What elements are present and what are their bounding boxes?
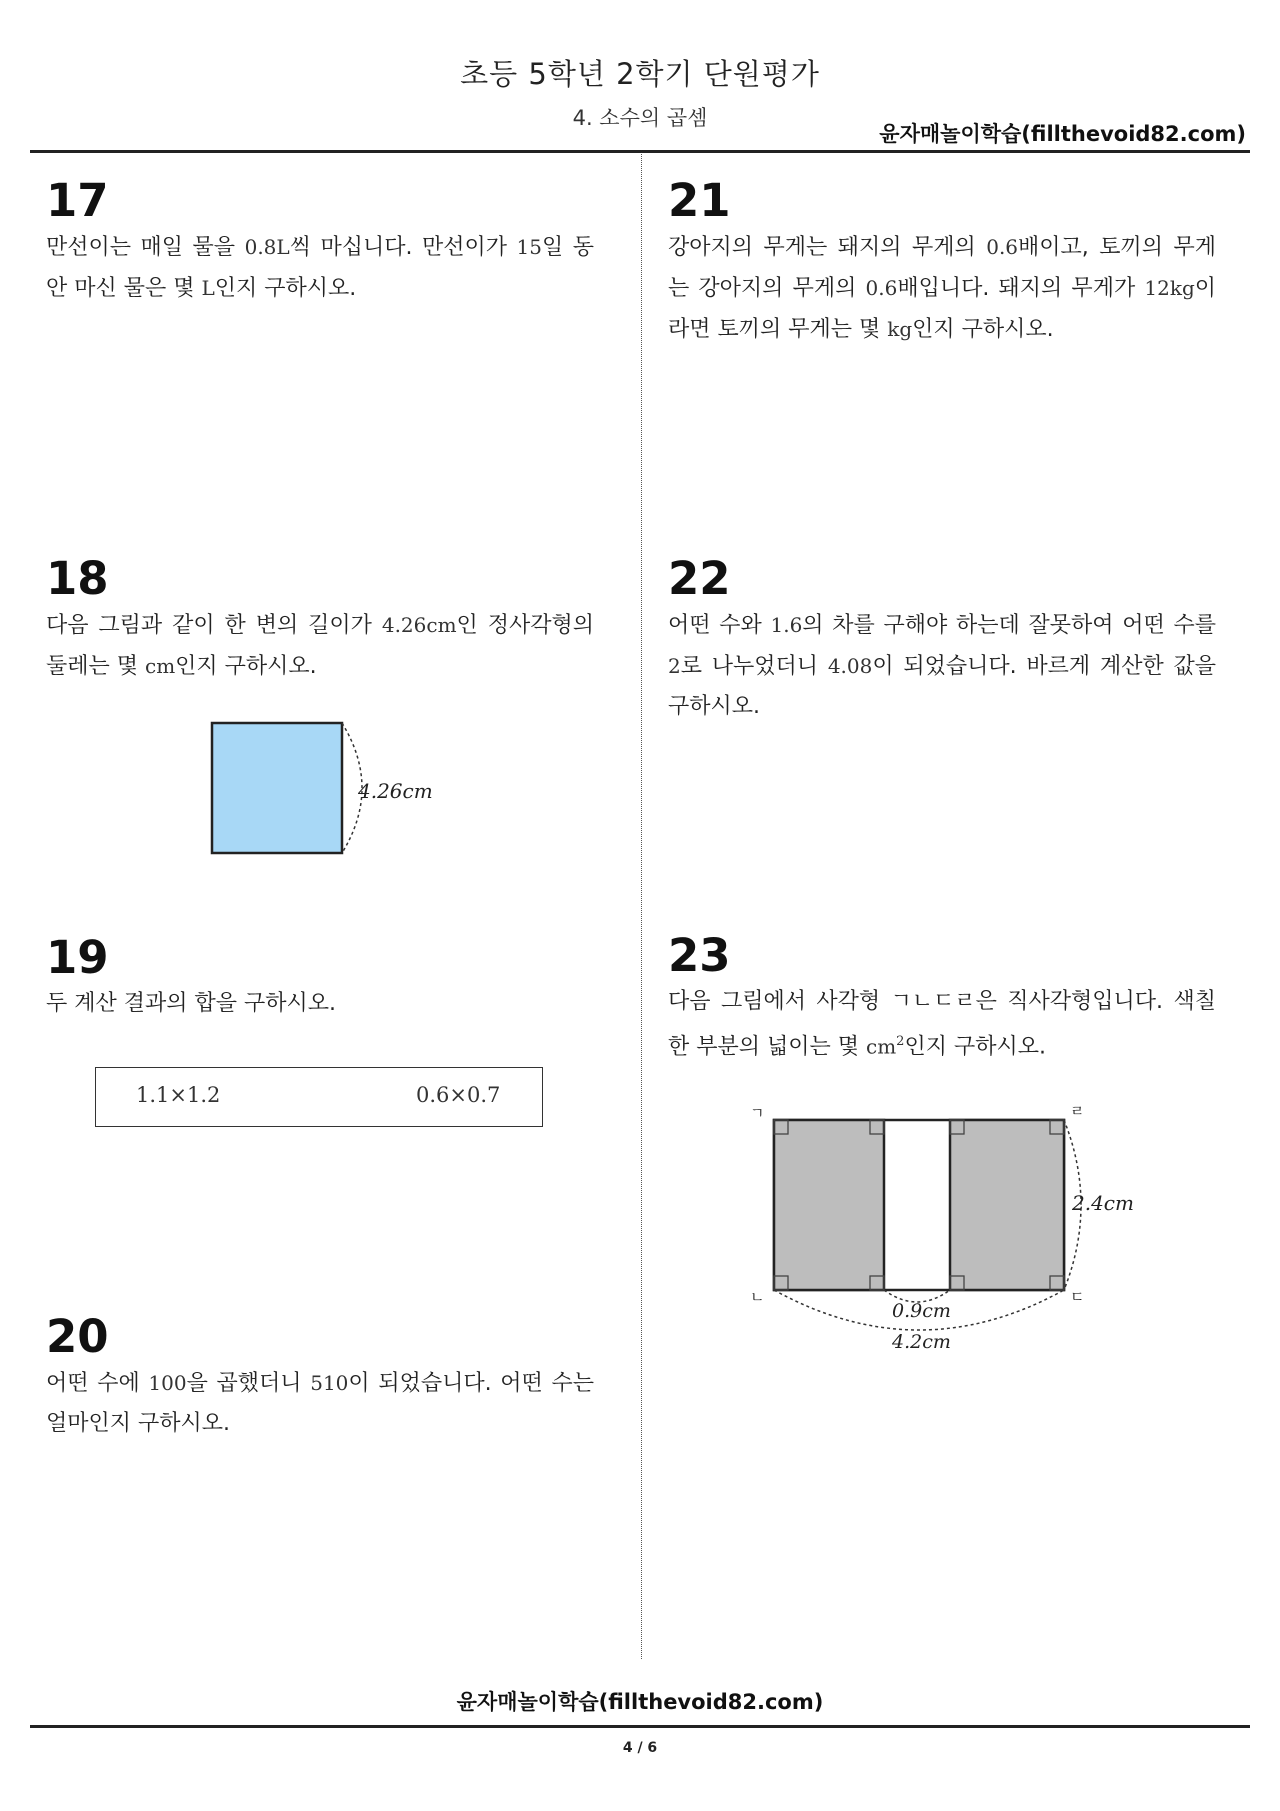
question-text: 두 계산 결과의 합을 구하시오. (46, 991, 336, 1016)
question-19 (46, 931, 594, 1024)
math-value: 2 (668, 654, 681, 678)
text-part: 씩 마십니다. 만선이가 (289, 235, 517, 260)
math-value: 1.6 (770, 613, 803, 637)
corner-label-bl: ㄴ (750, 1288, 765, 1306)
math-value: 100 (148, 1371, 187, 1395)
blue-square (212, 723, 342, 853)
text-part: 이라면 토끼의 무게는 몇 (668, 276, 1217, 342)
text-part: 을 곱했더니 (186, 1371, 311, 1396)
question-17 (46, 174, 595, 309)
text-part: 인 정사각형의 둘레는 몇 (46, 613, 594, 679)
text-part: 인지 구하시오. (904, 1034, 1046, 1060)
expression-box (95, 1067, 543, 1127)
text-part: 인지 구하시오. (214, 276, 357, 301)
text-part: 이 되었습니다. 바르게 계산한 값을 구하시오. (668, 654, 1216, 719)
math-value: 4.26cm (381, 613, 457, 637)
superscript: 2 (896, 1034, 905, 1049)
question-number: 19 (46, 931, 109, 984)
shaded-left-region (774, 1120, 884, 1290)
expression-2: 0.6×0.7 (416, 1083, 501, 1107)
math-value: 12kg (1144, 276, 1195, 300)
site-credit-top: 윤자매놀이학습(fillthevoid82.com) (879, 122, 1246, 146)
question-22 (668, 552, 1216, 727)
question-number: 18 (46, 552, 109, 605)
question-text (668, 605, 1216, 727)
text-part: 어떤 수에 (46, 1371, 149, 1396)
question-number: 23 (668, 929, 731, 982)
math-value: 15 (516, 235, 542, 259)
math-value: 0.6 (865, 276, 898, 300)
footer-rule (30, 1725, 1250, 1728)
text-part: 다음 그림과 같이 한 변의 길이가 (46, 613, 382, 638)
question-text (46, 605, 594, 687)
unit-subtitle: 4. 소수의 곱셈 (572, 106, 708, 130)
text-part: 강아지의 무게는 돼지의 무게의 (668, 235, 987, 260)
corner-label-br: ㄷ (1070, 1288, 1085, 1306)
text-part: 로 나누었더니 (680, 654, 828, 679)
question-20 (46, 1310, 594, 1444)
text-part: 일 동안 마신 물은 몇 (46, 235, 595, 301)
question-23 (668, 929, 1216, 1067)
math-value: 0.8L (244, 235, 290, 259)
question-number: 22 (668, 552, 731, 605)
text-part: 만선이는 매일 물을 (46, 235, 245, 260)
text-part: 배입니다. 돼지의 무게가 (897, 276, 1145, 301)
side-length-label: 4.26cm (358, 779, 433, 803)
question-text (668, 982, 1216, 1067)
corner-label-tl: ㄱ (750, 1104, 765, 1122)
shaded-right-region (950, 1120, 1064, 1290)
text-part: 이 되었습니다. 어떤 수는 얼마인지 구하시오. (46, 1371, 594, 1436)
expression-1: 1.1×1.2 (136, 1083, 221, 1107)
header-rule (30, 150, 1250, 153)
text-part: 다음 그림에서 사각형 ㄱㄴㄷㄹ은 직사각형입니다. 색칠한 부분의 넓이는 몇 (668, 989, 1216, 1060)
square-figure (200, 715, 440, 865)
math-value: 4.08 (827, 654, 873, 678)
text-part: 의 차를 구해야 하는데 잘못하여 어떤 수를 (802, 613, 1216, 638)
height-label: 2.4cm (1072, 1191, 1134, 1215)
page-title: 초등 5학년 2학기 단원평가 (460, 57, 820, 91)
math-value: cm (145, 654, 176, 678)
question-text (46, 227, 594, 309)
corner-label-tr: ㄹ (1070, 1102, 1085, 1120)
text-part: 인지 구하시오. (912, 317, 1054, 342)
text-part: 배이고, 토끼의 무게는 강아지의 무게의 (668, 235, 1217, 301)
question-number: 17 (46, 174, 109, 227)
math-value: 510 (310, 1371, 349, 1395)
site-credit-bottom: 윤자매놀이학습(fillthevoid82.com) (456, 1690, 824, 1714)
question-18 (46, 552, 594, 687)
math-value: L (201, 276, 215, 300)
question-text (46, 1363, 594, 1444)
question-number: 21 (668, 174, 731, 227)
question-text (668, 227, 1216, 350)
gap-label: 0.9cm (892, 1300, 951, 1322)
width-label: 4.2cm (892, 1331, 951, 1353)
text-part: 인지 구하시오. (175, 654, 317, 679)
math-value: kg (887, 317, 913, 341)
rectangle-figure (740, 1100, 1160, 1360)
column-divider (641, 154, 642, 1659)
text-part: 어떤 수와 (668, 613, 771, 638)
math-value: 0.6 (986, 235, 1019, 259)
question-21 (668, 174, 1217, 350)
question-number: 20 (46, 1310, 109, 1363)
math-value: cm (866, 1034, 897, 1059)
page-number: 4 / 6 (622, 1740, 658, 1756)
